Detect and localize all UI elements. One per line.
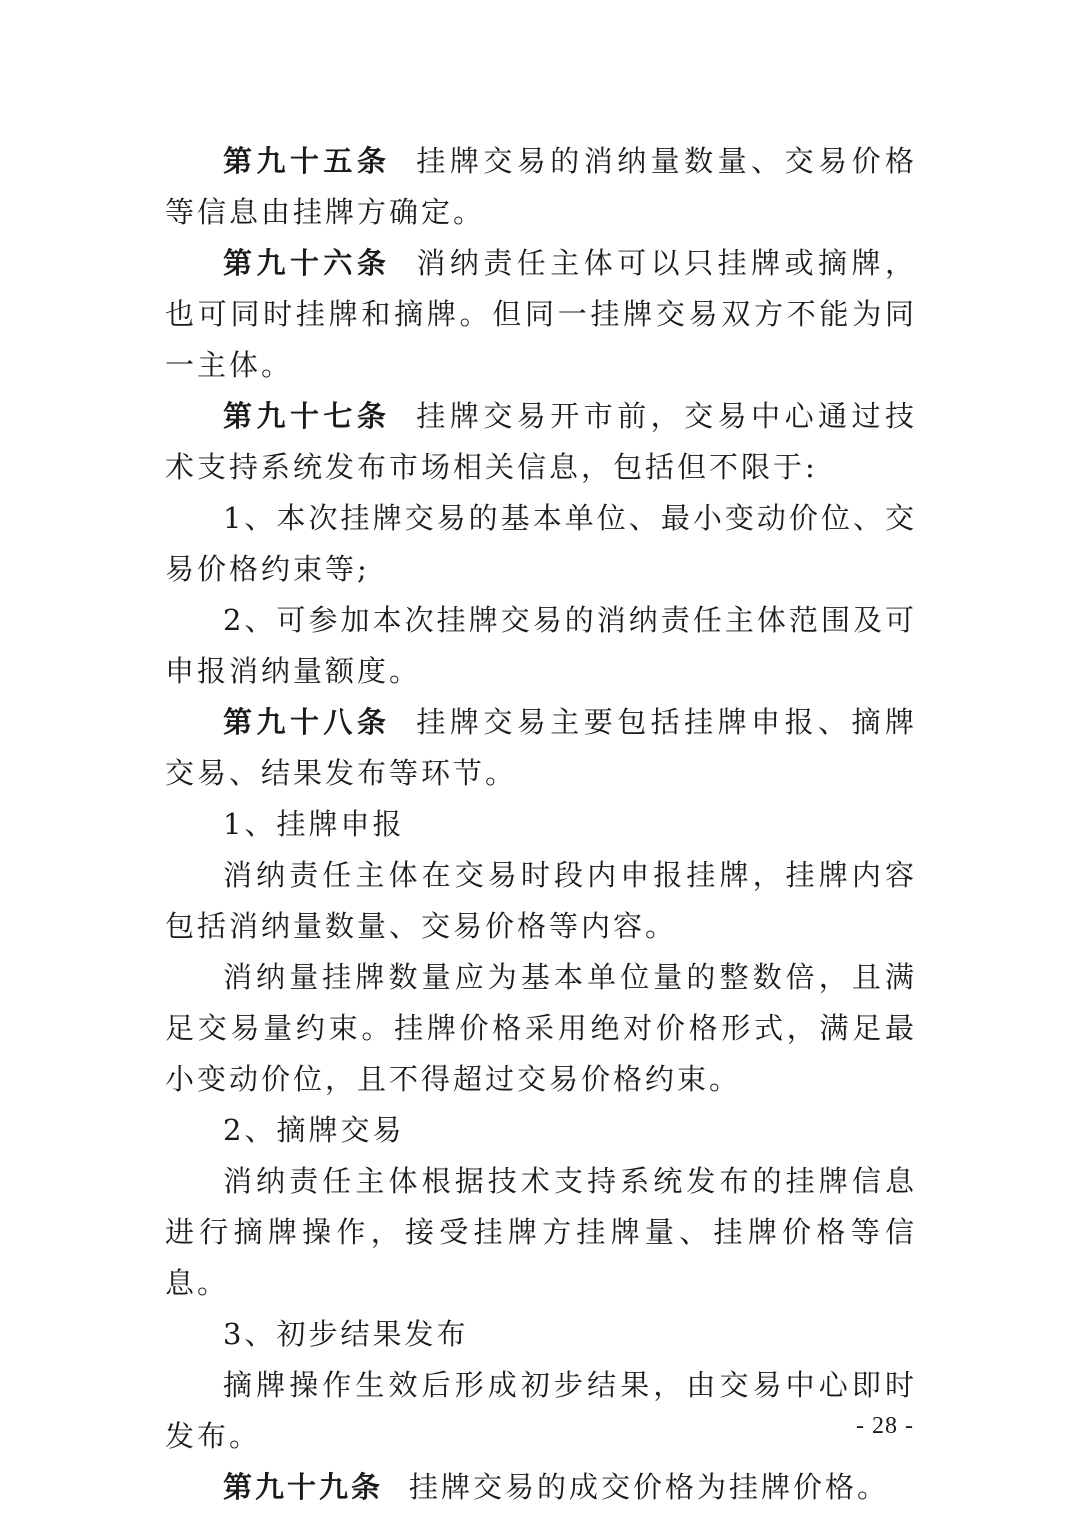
article-99-title: 第九十九条 xyxy=(223,1470,384,1504)
page-number: - 28 - xyxy=(856,1413,914,1439)
article-98-body: 挂牌交易主要包括挂牌申报、摘牌交易、结果发布等环节。 xyxy=(165,705,917,790)
article-96 xyxy=(165,238,917,391)
article-96-title: 第九十六条 xyxy=(223,246,391,280)
article-98-section-1-heading: 1、挂牌申报 xyxy=(223,807,405,841)
article-99-body: 挂牌交易的成交价格为挂牌价格。 xyxy=(409,1470,890,1504)
article-97-title: 第九十七条 xyxy=(223,399,391,433)
article-95-body: 挂牌交易的消纳量数量、交易价格等信息由挂牌方确定。 xyxy=(165,144,917,229)
article-96-body: 消纳责任主体可以只挂牌或摘牌，也可同时挂牌和摘牌。但同一挂牌交易双方不能为同一主体。 xyxy=(165,246,917,382)
article-98-section-2-heading: 2、摘牌交易 xyxy=(223,1113,405,1147)
article-98 xyxy=(165,697,917,799)
page-content xyxy=(165,136,917,1513)
article-98-section-1-para-2: 消纳量挂牌数量应为基本单位量的整数倍，且满足交易量约束。挂牌价格采用绝对价格形式，满足最小变动价位，且不得超过交易价格约束。 xyxy=(165,960,917,1096)
article-98-section-3-heading: 3、初步结果发布 xyxy=(223,1317,469,1351)
article-98-title: 第九十八条 xyxy=(223,705,391,739)
article-98-section-2-para-1: 消纳责任主体根据技术支持系统发布的挂牌信息进行摘牌操作，接受挂牌方挂牌量、挂牌价格等信息。 xyxy=(165,1164,917,1300)
article-98-section-3-para-1: 摘牌操作生效后形成初步结果，由交易中心即时发布。 xyxy=(165,1368,917,1453)
article-97-item-1: 1、本次挂牌交易的基本单位、最小变动价位、交易价格约束等; xyxy=(165,501,917,586)
article-97-body: 挂牌交易开市前，交易中心通过技术支持系统发布市场相关信息，包括但不限于: xyxy=(165,399,917,484)
article-95 xyxy=(165,136,917,238)
article-97-item-2: 2、可参加本次挂牌交易的消纳责任主体范围及可申报消纳量额度。 xyxy=(165,603,917,688)
article-97 xyxy=(165,391,917,493)
article-95-title: 第九十五条 xyxy=(223,144,391,178)
article-98-section-1-para-1: 消纳责任主体在交易时段内申报挂牌，挂牌内容包括消纳量数量、交易价格等内容。 xyxy=(165,858,917,943)
article-99 xyxy=(165,1462,917,1513)
